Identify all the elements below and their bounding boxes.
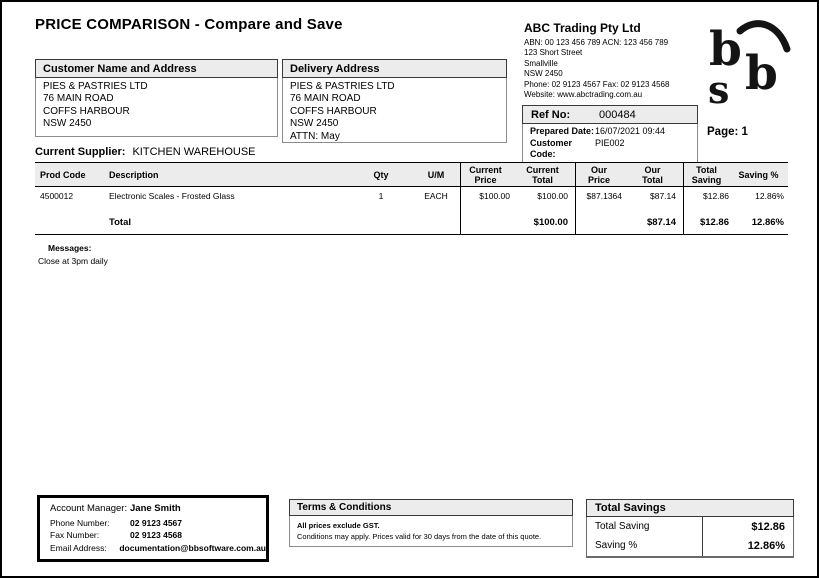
account-manager-row	[50, 503, 266, 515]
comparison-table	[35, 162, 788, 235]
total-savings-header: Total Savings	[586, 499, 794, 517]
phone-number-value: 02 9123 4567	[130, 518, 182, 529]
page-label: Page:	[707, 126, 739, 138]
ref-box-header	[522, 105, 698, 124]
customer-code-row	[530, 138, 690, 161]
delivery-line: COFFS HARBOUR	[290, 105, 377, 117]
delivery-box-header: Delivery Address	[282, 59, 507, 78]
messages-block	[38, 242, 108, 268]
cell-um: EACH	[424, 191, 448, 201]
cell-our-total: $87.14	[650, 191, 676, 201]
company-name: ABC Trading Pty Ltd	[524, 21, 641, 35]
ref-no-label: Ref No:	[531, 109, 571, 121]
saving-pct-row	[587, 537, 793, 557]
cell-total-saving: $12.86	[683, 187, 733, 212]
logo-letter-b2: b	[745, 46, 778, 101]
delivery-box-body	[282, 78, 507, 143]
account-manager-box	[37, 495, 269, 562]
ref-box-body	[522, 124, 698, 165]
total-savings-body	[586, 517, 794, 558]
header-saving-pct: Saving %	[738, 169, 779, 180]
prepared-date-value: 16/07/2021 09:44	[595, 126, 666, 136]
current-supplier-label: Current Supplier:	[35, 146, 126, 158]
saving-pct-label: Saving %	[595, 540, 638, 552]
customer-code-label: Customer Code:	[530, 137, 573, 159]
terms-header: Terms & Conditions	[289, 499, 573, 516]
table-header-row	[35, 162, 788, 187]
phone-number-label: Phone Number:	[50, 518, 110, 529]
total-total-saving: $12.86	[683, 212, 733, 234]
total-saving-row	[587, 517, 793, 537]
total-saving-pct: 12.86%	[751, 217, 784, 228]
email-address-row	[50, 542, 266, 554]
header-total-saving: Total Saving	[683, 163, 733, 186]
phone-number-row	[50, 517, 266, 529]
total-spacer	[35, 212, 105, 234]
header-our-price: Our Price	[575, 163, 629, 186]
cell-current-total: $100.00	[537, 191, 568, 201]
prepared-date-row	[530, 126, 690, 138]
ref-no-value: 000484	[599, 109, 636, 121]
header-current-price: Current Price	[460, 163, 517, 186]
customer-line: COFFS HARBOUR	[43, 105, 130, 117]
customer-line: PIES & PASTRIES LTD	[43, 81, 148, 92]
terms-conditions-box	[289, 499, 573, 547]
cell-our-price: $87.1364	[575, 187, 629, 212]
customer-box-header: Customer Name and Address	[35, 59, 278, 78]
header-current-total: Current Total	[526, 164, 559, 185]
page-value: 1	[741, 126, 748, 138]
total-current-total: $100.00	[533, 217, 568, 228]
ref-number-box	[522, 105, 698, 165]
current-supplier	[35, 146, 256, 158]
header-description: Description	[109, 169, 159, 180]
fax-number-row	[50, 529, 266, 541]
prepared-date-label: Prepared Date:	[530, 126, 595, 136]
header-um: U/M	[427, 169, 445, 180]
email-address-value: documentation@bbsoftware.com.au	[119, 542, 266, 553]
company-info	[524, 21, 669, 100]
email-address-label: Email Address:	[50, 542, 107, 553]
total-saving-value: $12.86	[702, 517, 793, 537]
logo-letter-b1: b	[709, 22, 742, 77]
account-manager-value: Jane Smith	[130, 503, 181, 514]
total-savings-box	[586, 499, 794, 558]
customer-line: NSW 2450	[43, 118, 92, 130]
header-qty: Qty	[373, 169, 389, 180]
account-manager-label: Account Manager:	[50, 503, 128, 514]
current-supplier-value: KITCHEN WAREHOUSE	[132, 146, 256, 158]
cell-current-price: $100.00	[460, 187, 517, 212]
messages-text: Close at 3pm daily	[38, 256, 108, 266]
saving-pct-value: 12.86%	[702, 537, 793, 557]
delivery-line: 76 MAIN ROAD	[290, 93, 361, 105]
cell-prod-code: 4500012	[40, 191, 74, 201]
customer-line: 76 MAIN ROAD	[43, 93, 114, 105]
terms-line-1: All prices exclude GST.	[297, 521, 380, 530]
company-website: Website: www.abctrading.com.au	[524, 90, 643, 100]
header-our-total: Our Total	[642, 164, 663, 185]
total-label: Total	[109, 217, 131, 228]
total-our-total: $87.14	[646, 217, 676, 228]
table-row	[35, 187, 788, 212]
delivery-line: NSW 2450	[290, 118, 339, 130]
logo-letter-s: s	[708, 67, 730, 104]
messages-label: Messages:	[48, 243, 92, 253]
company-city: Smallville	[524, 58, 558, 68]
page-title: PRICE COMPARISON - Compare and Save	[35, 16, 343, 33]
header-prod-code: Prod Code	[40, 169, 86, 180]
total-saving-label: Total Saving	[595, 520, 650, 532]
table-total-row	[35, 212, 788, 235]
page-number	[707, 126, 748, 138]
delivery-attn-line: ATTN: May	[290, 130, 340, 142]
company-state: NSW 2450	[524, 69, 563, 79]
terms-body	[289, 516, 573, 547]
customer-address-box	[35, 59, 278, 137]
cell-saving-pct: 12.86%	[755, 191, 784, 201]
cell-qty: 1	[378, 191, 384, 201]
terms-line-2: Conditions may apply. Prices valid for 30 days from the date of this quote.	[297, 532, 542, 541]
delivery-address-box	[282, 59, 507, 143]
company-phone-fax: Phone: 02 9123 4567 Fax: 02 9123 4568	[524, 79, 670, 89]
customer-box-body	[35, 78, 278, 137]
bbs-logo	[704, 16, 796, 104]
customer-code-value: PIE002	[595, 137, 625, 148]
fax-number-label: Fax Number:	[50, 530, 100, 541]
delivery-line: PIES & PASTRIES LTD	[290, 81, 395, 92]
cell-description: Electronic Scales - Frosted Glass	[109, 191, 235, 201]
fax-number-value: 02 9123 4568	[130, 530, 182, 541]
company-abn-acn: ABN: 00 123 456 789 ACN: 123 456 789	[524, 38, 669, 47]
company-street: 123 Short Street	[524, 48, 583, 58]
